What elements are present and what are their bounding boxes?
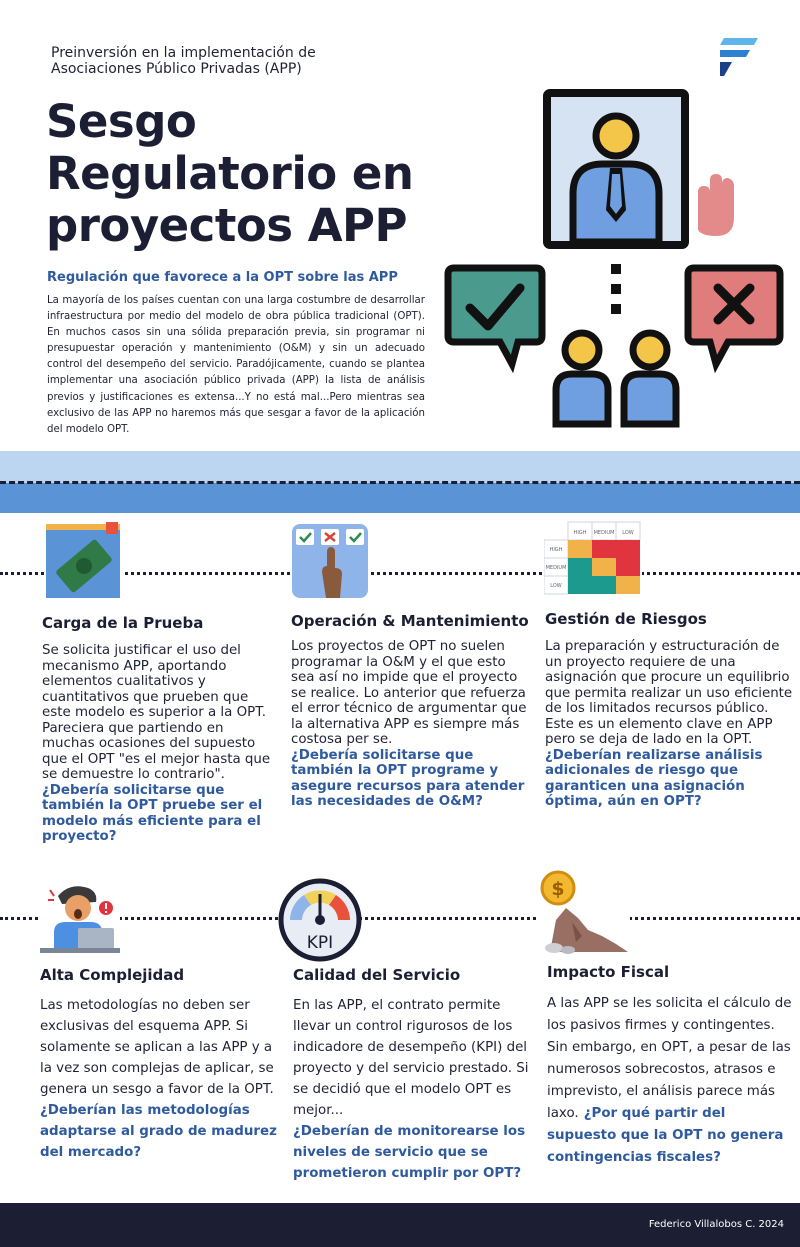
official-portrait-icon [547, 93, 685, 245]
section-gestion-riesgos [545, 610, 793, 810]
risk-row-high: HIGH [549, 547, 563, 553]
risk-col-medium: MEDIUM [593, 530, 615, 536]
subtitle-line-1: Preinversión en la implementación de [51, 45, 316, 61]
connector-dashes [611, 264, 621, 314]
risk-col-low: LOW [622, 530, 634, 536]
section-title: Calidad del Servicio [293, 966, 461, 984]
section-question: ¿Deberían de monitorearse los niveles de servicio que se prometieron cumplir por OPT? [293, 1124, 526, 1181]
hero-illustration [440, 88, 790, 428]
section-body: Se solicita justificar el uso del mecanismo APP, aportando elementos cualitativos y cuantitativos que prueben que este modelo es superior a la OPT. Pareciera que partiendo en muchas ocasiones del supuesto que el OPT "es el mejor hasta que se demuestre lo contrario". [42, 643, 271, 782]
risk-row-medium: MEDIUM [545, 565, 567, 571]
cross-bubble-icon [688, 268, 780, 364]
section-title: Carga de la Prueba [42, 614, 204, 632]
section-body: La preparación y estructuración de un proyecto requiere de una asignación que procure un equilibrio que permita realizar un uso eficiente de los limitados recursos público. Este es un elemento clave en APP pero se deja de lado en la OPT. [545, 639, 793, 747]
risk-col-high: HIGH [573, 530, 587, 536]
section-calidad-servicio [293, 966, 541, 1184]
risk-row-low: LOW [550, 583, 562, 589]
stressed-worker-icon [40, 882, 120, 956]
section-title: Operación & Mantenimiento [291, 612, 529, 630]
section-carga-prueba [42, 614, 274, 845]
fiscal-impact-icon [538, 870, 630, 954]
section-question: ¿Por qué partir del supuesto que la OPT no genera contingencias fiscales? [547, 1106, 784, 1165]
section-question: ¿Debería solicitarse que también la OPT pruebe ser el modelo más eficiente para el proyecto? [42, 782, 263, 844]
citizens-icon [556, 333, 676, 424]
title-line-1: Sesgo [46, 95, 197, 148]
brand-logo-icon [716, 36, 760, 78]
intro-body: La mayoría de los países cuentan con una larga costumbre de desarrollar infraestructura por medio del modelo de obra pública tradicional (OPT). En muchos casos sin una sólida preparación previa, sin programar ni presupuestar operación y mantenimiento (O&M) y sin un adecuado control del desempeño del servicio. Paradójicamente, cuando se plantea implementar una asociación público privada (APP) la lista de análisis previos y justificaciones es extensa...Y no está mal...Pero mientras sea exclusivo de las APP no haremos más que sesgar a favor de la aplicación del modelo OPT. [47, 295, 425, 435]
section-impacto-fiscal [547, 963, 795, 1168]
section-body: Las metodologías no deben ser exclusivas del esquema APP. Si solamente se aplican a las APP y a la vez son complejas de aplicar, se genera un sesgo a favor de la OPT. [40, 998, 274, 1097]
footer-author: Federico Villalobos C. 2024 [648, 1219, 784, 1230]
section-question: ¿Deberían realizarse análisis adicionales de riesgo que garanticen una asignación óptima, aún en OPT? [545, 747, 763, 809]
subtitle-line-2: Asociaciones Público Privadas (APP) [51, 61, 302, 77]
section-title: Gestión de Riesgos [545, 610, 707, 628]
intro-heading: Regulación que favorece a la OPT sobre las APP [47, 270, 398, 285]
section-body: En las APP, el contrato permite llevar un control rigurosos de los indicadore de desempeño (KPI) del proyecto y del servicio prestado. Si se decidió que el modelo OPT es mejor... [293, 998, 529, 1118]
timeline-dots-row-2 [0, 917, 800, 920]
section-question: ¿Deberían las metodologías adaptarse al grado de madurez del mercado? [40, 1103, 277, 1160]
kpi-gauge-icon [278, 878, 362, 962]
section-operacion-mantenimiento [291, 612, 531, 810]
stop-hand-icon [698, 174, 734, 236]
title-line-2: Regulatorio en [46, 147, 414, 200]
divider-dashed-line [0, 481, 800, 484]
section-body: A las APP se les solicita el cálculo de los pasivos firmes y contingentes. Sin embargo, en OPT, a pesar de las numerosos sobrecostos, atrasos e imprevisto, el análisis parece más laxo. [547, 996, 792, 1121]
section-question: ¿Debería solicitarse que también la OPT programe y asegure recursos para atender las necesidades de O&M? [291, 747, 525, 809]
page-title [46, 96, 426, 252]
svg-text:$: $ [551, 878, 565, 900]
money-document-icon [44, 522, 124, 600]
section-title: Impacto Fiscal [547, 963, 670, 981]
divider-band-dark [0, 483, 800, 513]
header-subtitle [51, 45, 316, 77]
section-alta-complejidad [40, 966, 288, 1163]
section-body: Los proyectos de OPT no suelen programar la O&M y el que esto sea así no impide que el proyecto se realice. Lo anterior que refuerza el error técnico de argumentar que la alternativa APP es siempre más costosa per se. [291, 639, 527, 747]
section-title: Alta Complejidad [40, 966, 185, 984]
title-line-3: proyectos APP [46, 199, 408, 252]
checklist-hand-icon [292, 524, 368, 598]
kpi-label: KPI [306, 933, 334, 953]
risk-matrix-icon [544, 520, 642, 596]
divider-band-light [0, 451, 800, 483]
check-bubble-icon [448, 268, 542, 364]
